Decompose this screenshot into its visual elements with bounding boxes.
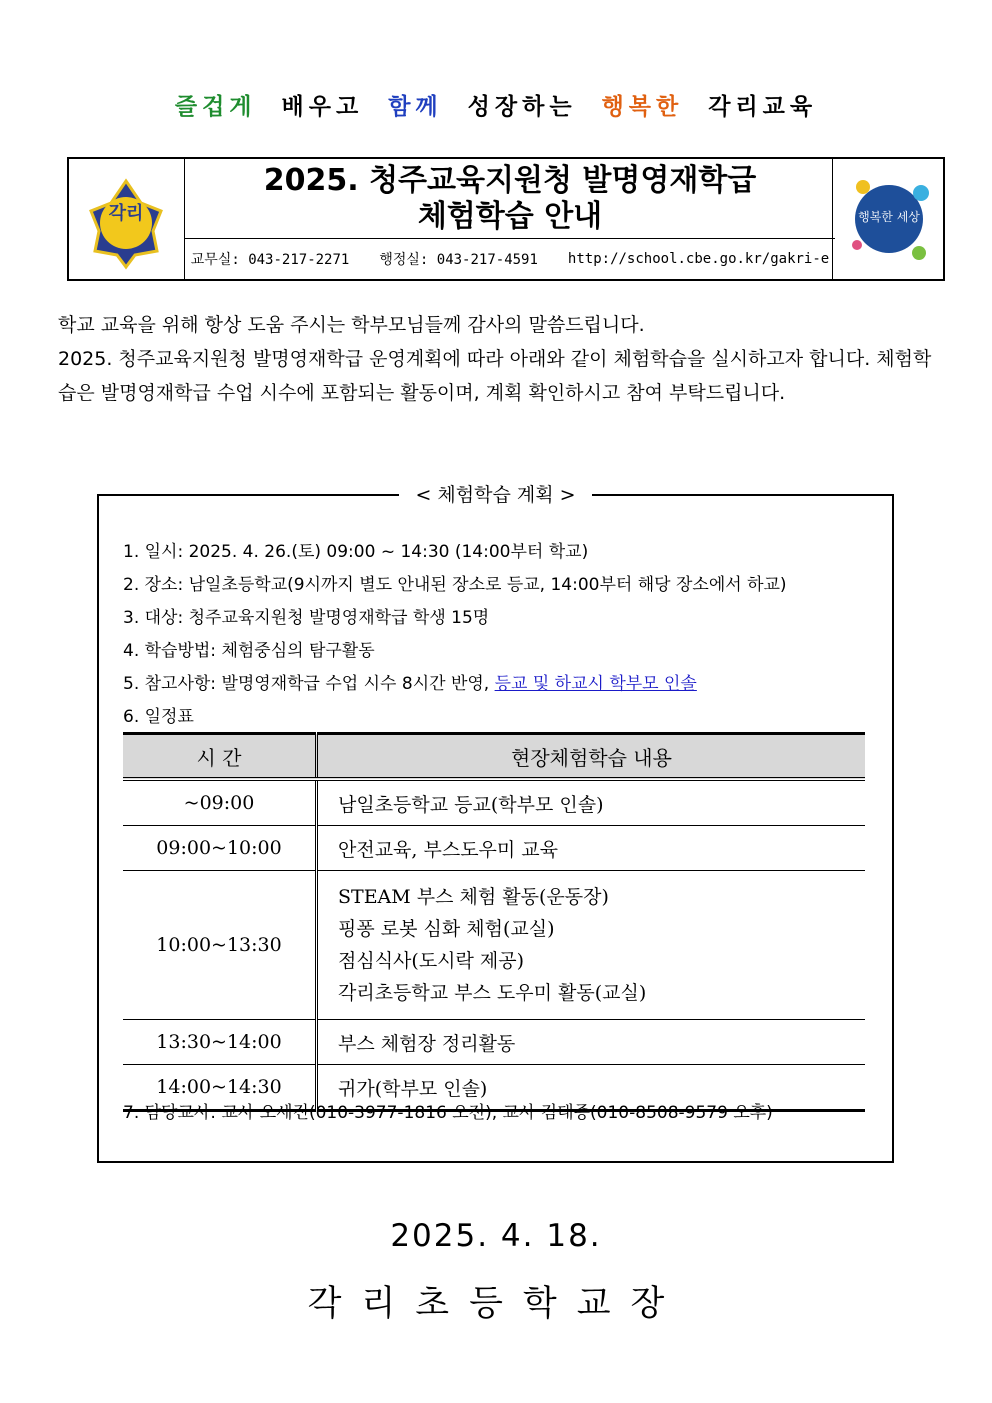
- intro-paragraph-2: 2025. 청주교육지원청 발명영재학급 운영계획에 따라 아래와 같이 체험학습을 실시하고자 합니다. 체험학습은 발명영재학급 수업 시수에 포함되는 활동이며, 계획 확인하시고 참여 부탁드립니다.: [58, 348, 932, 404]
- principal-signature: 각리초등학교장: [307, 1284, 685, 1324]
- activity-line: 핑퐁 로봇 심화 체험(교실): [338, 918, 555, 940]
- note-prefix: 5. 참고사항: 발명영재학급 수업 시수 8시간 반영,: [123, 674, 495, 694]
- issue-date: 2025. 4. 18.: [390, 1218, 602, 1254]
- title-line-2: 체험학습 안내: [417, 199, 603, 234]
- row-time: 13:30~14:00: [123, 1020, 317, 1065]
- plan-box: [97, 484, 894, 1163]
- table-row: [123, 826, 865, 871]
- plan-item-note: [123, 668, 883, 701]
- slogan-word-2: 배우고: [281, 94, 364, 120]
- row-content: 안전교육, 부스도우미 교육: [317, 826, 866, 871]
- row-content: [317, 871, 866, 1020]
- slogan-word-4: 성장하는: [467, 94, 577, 120]
- plan-item-teachers: 7. 담당교사: 교사 오세진(010-3977-1816 오전), 교사 김태종(010-8508-9579 오후): [123, 1103, 773, 1123]
- table-row: [123, 1020, 865, 1065]
- plan-item-method: 4. 학습방법: 체험중심의 탐구활동: [123, 641, 375, 661]
- slogan-word-6: 각리교육: [708, 94, 818, 120]
- plan-item-date: 1. 일시: 2025. 4. 26.(토) 09:00 ~ 14:30 (14:00부터 학교): [123, 542, 589, 562]
- note-highlight: 등교 및 하교시 학부모 인솔: [494, 674, 697, 694]
- row-time: 14:00~14:30: [123, 1065, 317, 1111]
- table-row: [123, 779, 865, 826]
- row-content: 귀가(학부모 인솔): [317, 1065, 866, 1111]
- activity-line: 점심식사(도시락 제공): [338, 950, 525, 972]
- plan-title: < 체험학습 계획 >: [399, 484, 591, 506]
- activity-line: STEAM 부스 체험 활동(운동장): [338, 886, 609, 908]
- title-line-1: 2025. 청주교육지원청 발명영재학급: [263, 163, 757, 198]
- row-time: 10:00~13:30: [123, 871, 317, 1020]
- badge-logo: [832, 159, 943, 279]
- happy-world-badge-icon: [833, 159, 943, 279]
- slogan-word-1: 즐겁게: [174, 94, 257, 120]
- intro-text: [58, 308, 938, 410]
- office-phone: 교무실: 043-217-2271: [190, 252, 350, 268]
- school-logo: [69, 159, 185, 279]
- activity-line: 각리초등학교 부스 도우미 활동(교실): [338, 982, 647, 1004]
- badge-text: 행복한 세상: [858, 210, 920, 224]
- slogan: [0, 88, 992, 121]
- header-content: 현장체험학습 내용: [317, 734, 866, 780]
- school-emblem-icon: [69, 159, 184, 279]
- document-title: [185, 159, 835, 239]
- logo-text: 각리: [108, 203, 144, 224]
- header-box: [67, 157, 945, 281]
- table-row: [123, 871, 865, 1020]
- row-content: 남일초등학교 등교(학부모 인솔): [317, 779, 866, 826]
- slogan-word-3: 함께: [388, 94, 443, 120]
- website-link[interactable]: http://school.cbe.go.kr/gakri-e: [567, 251, 830, 267]
- header-time: 시 간: [123, 734, 317, 780]
- admin-phone: 행정실: 043-217-4591: [379, 252, 538, 268]
- row-time: ~09:00: [123, 779, 317, 826]
- slogan-word-5: 행복한: [601, 94, 684, 120]
- plan-item-place: 2. 장소: 남일초등학교(9시까지 별도 안내된 장소로 등교, 14:00부터 해당 장소에서 하교): [123, 575, 787, 595]
- plan-legend: [99, 483, 892, 507]
- plan-item-schedule: 6. 일정표: [123, 707, 194, 727]
- intro-paragraph-1: 학교 교육을 위해 항상 도움 주시는 학부모님들께 감사의 말씀드립니다.: [58, 314, 645, 336]
- plan-item-target: 3. 대상: 청주교육지원청 발명영재학급 학생 15명: [123, 608, 490, 628]
- plan-items: [123, 536, 883, 734]
- row-time: 09:00~10:00: [123, 826, 317, 871]
- row-content: 부스 체험장 정리활동: [317, 1020, 866, 1065]
- table-header-row: [123, 734, 865, 780]
- schedule-table: [123, 732, 865, 1112]
- contact-info: [185, 239, 835, 279]
- title-cell: [185, 159, 835, 279]
